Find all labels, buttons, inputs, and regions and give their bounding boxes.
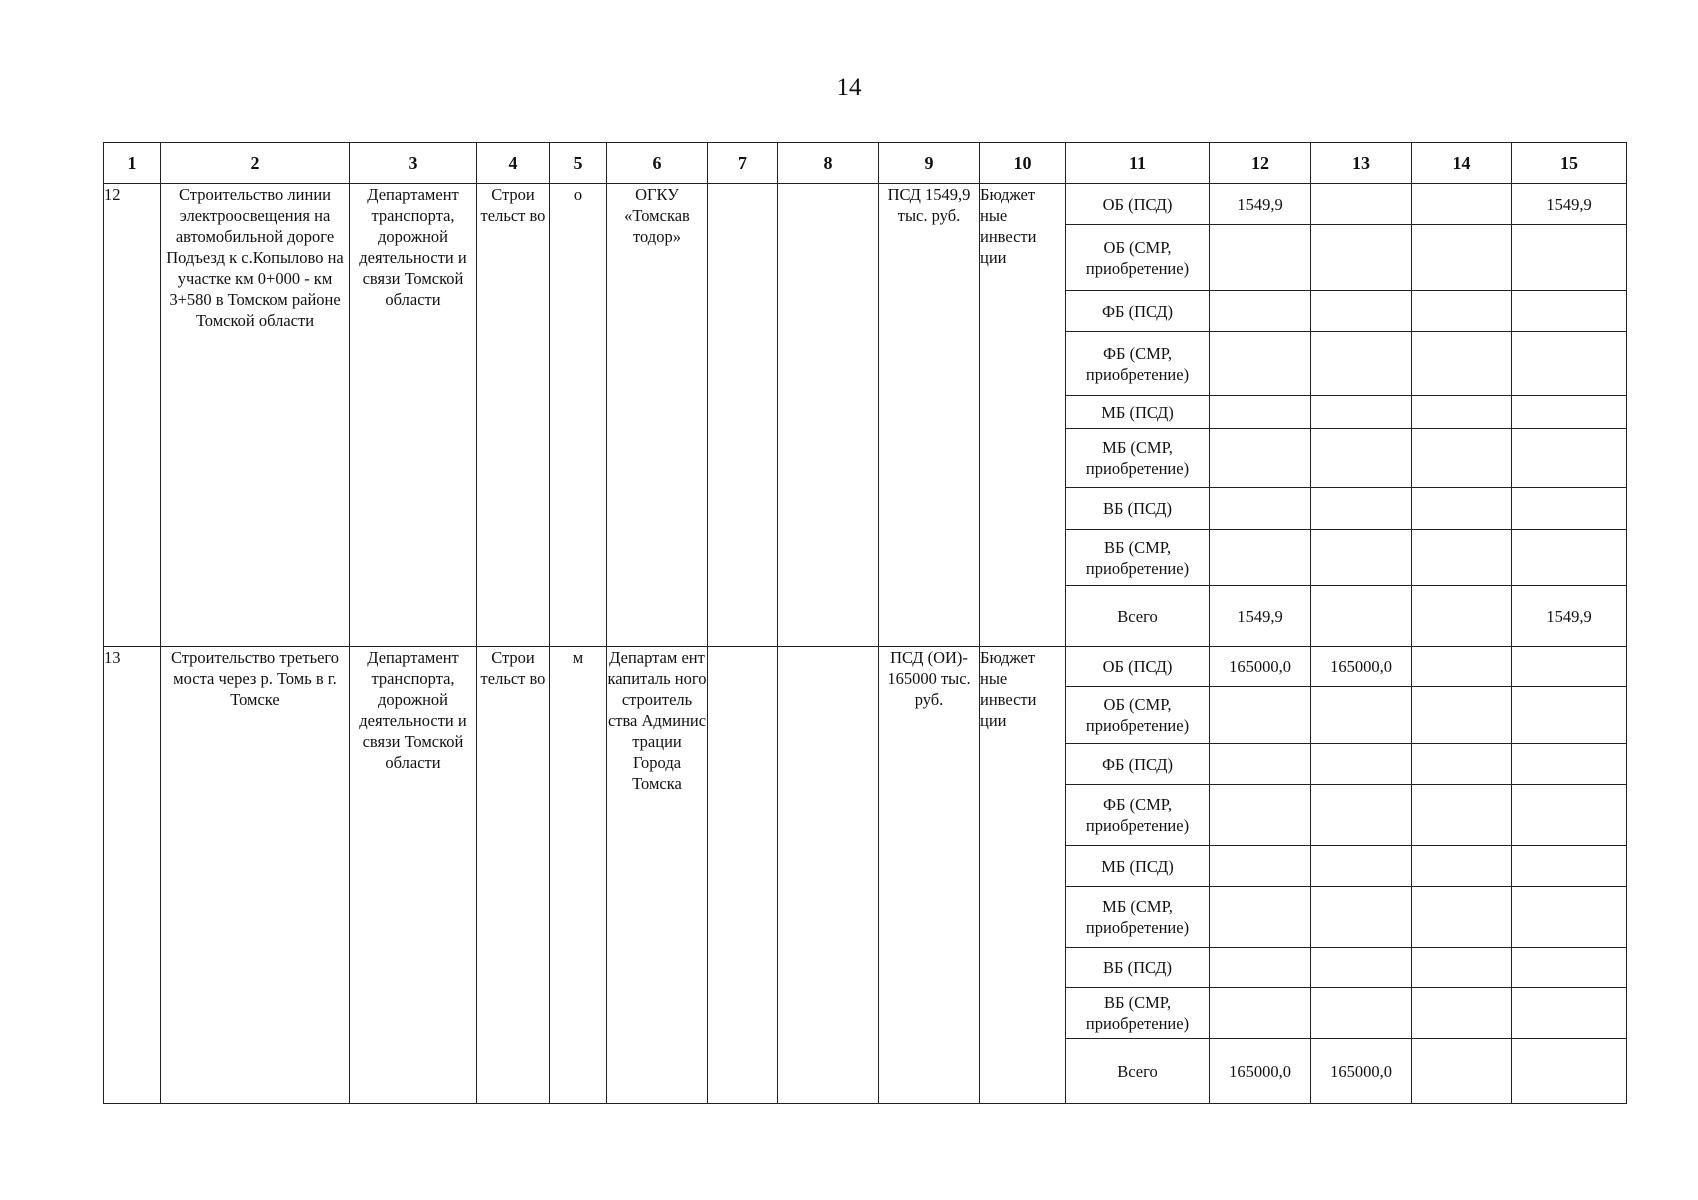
value-cell: 165000,0 [1210, 1039, 1311, 1104]
value-cell [1512, 785, 1627, 846]
value-cell [1412, 184, 1512, 225]
source-label: МБ (СМР, приобретение) [1066, 887, 1210, 948]
value-cell: 1549,9 [1512, 184, 1627, 225]
funding-form: Бюджет ные инвести ции [980, 647, 1066, 1104]
source-label: МБ (ПСД) [1066, 846, 1210, 887]
value-cell [1311, 586, 1412, 647]
value-cell [1210, 530, 1311, 586]
value-cell [1210, 948, 1311, 988]
value-cell [1412, 396, 1512, 429]
record-13 [104, 647, 1627, 1104]
source-label: ФБ (СМР, приобретение) [1066, 785, 1210, 846]
object-name: Строительство линии электроосвещения на автомобильной дороге Подъезд к с.Копылово на участке км 0+000 - км 3+580 в Томском районе Томской области [161, 184, 350, 647]
value-cell [1311, 332, 1412, 396]
source-label: ОБ (СМР, приобретение) [1066, 687, 1210, 744]
value-cell [1512, 530, 1627, 586]
value-cell [1412, 948, 1512, 988]
header-cell: 9 [879, 143, 980, 184]
source-label: ВБ (СМР, приобретение) [1066, 988, 1210, 1039]
source-label: ОБ (ПСД) [1066, 647, 1210, 687]
col8-value [778, 184, 879, 647]
header-cell: 1 [104, 143, 161, 184]
value-cell [1210, 744, 1311, 785]
object-name: Строительство третьего моста через р. Томь в г. Томске [161, 647, 350, 1104]
col5-value: о [550, 184, 607, 647]
header-cell: 15 [1512, 143, 1627, 184]
source-label: Всего [1066, 1039, 1210, 1104]
customer: ОГКУ «Томскав тодор» [607, 184, 708, 647]
col7-value [708, 184, 778, 647]
value-cell [1512, 429, 1627, 488]
value-cell [1412, 647, 1512, 687]
value-cell [1512, 291, 1627, 332]
value-cell [1412, 488, 1512, 530]
header-cell: 3 [350, 143, 477, 184]
value-cell [1210, 846, 1311, 887]
value-cell: 165000,0 [1210, 647, 1311, 687]
value-cell [1512, 687, 1627, 744]
header-row [104, 143, 1627, 184]
value-cell: 1549,9 [1512, 586, 1627, 647]
value-cell [1311, 846, 1412, 887]
value-cell [1512, 396, 1627, 429]
source-label: ФБ (СМР, приобретение) [1066, 332, 1210, 396]
header-cell: 11 [1066, 143, 1210, 184]
value-cell [1210, 687, 1311, 744]
page-number: 14 [836, 74, 862, 101]
investment-table [103, 142, 1627, 1104]
value-cell: 165000,0 [1311, 1039, 1412, 1104]
work-type: Строи тельст во [477, 184, 550, 647]
header-cell: 5 [550, 143, 607, 184]
value-cell [1512, 846, 1627, 887]
value-cell [1412, 744, 1512, 785]
value-cell [1210, 988, 1311, 1039]
psd-cost: ПСД (ОИ)- 165000 тыс. руб. [879, 647, 980, 1104]
value-cell [1311, 948, 1412, 988]
value-cell [1311, 785, 1412, 846]
value-cell [1311, 291, 1412, 332]
value-cell [1412, 530, 1512, 586]
value-cell [1311, 530, 1412, 586]
value-cell: 1549,9 [1210, 586, 1311, 647]
header-cell: 6 [607, 143, 708, 184]
value-cell [1512, 225, 1627, 291]
row-number: 13 [104, 647, 161, 1104]
value-cell [1412, 988, 1512, 1039]
header-cell: 14 [1412, 143, 1512, 184]
value-cell [1412, 586, 1512, 647]
source-label: ФБ (ПСД) [1066, 291, 1210, 332]
value-cell [1210, 429, 1311, 488]
value-cell [1412, 887, 1512, 948]
value-cell [1412, 291, 1512, 332]
col7-value [708, 647, 778, 1104]
value-cell [1512, 948, 1627, 988]
value-cell [1311, 687, 1412, 744]
value-cell [1210, 332, 1311, 396]
value-cell [1512, 1039, 1627, 1104]
value-cell [1412, 687, 1512, 744]
source-label: ВБ (ПСД) [1066, 488, 1210, 530]
source-label: ВБ (СМР, приобретение) [1066, 530, 1210, 586]
value-cell [1512, 988, 1627, 1039]
col8-value [778, 647, 879, 1104]
customer: Департам ент капиталь ного строитель ства Админис трации Города Томска [607, 647, 708, 1104]
header-cell: 12 [1210, 143, 1311, 184]
header-cell: 8 [778, 143, 879, 184]
value-cell [1412, 785, 1512, 846]
value-cell [1210, 887, 1311, 948]
value-cell [1210, 396, 1311, 429]
source-label: Всего [1066, 586, 1210, 647]
header-cell: 4 [477, 143, 550, 184]
value-cell [1512, 887, 1627, 948]
value-cell [1311, 887, 1412, 948]
source-label: МБ (ПСД) [1066, 396, 1210, 429]
row-number: 12 [104, 184, 161, 647]
funding-form: Бюджет ные инвести ции [980, 184, 1066, 647]
value-cell [1311, 744, 1412, 785]
value-cell [1210, 225, 1311, 291]
header-cell: 10 [980, 143, 1066, 184]
value-cell [1311, 488, 1412, 530]
value-cell [1412, 225, 1512, 291]
table-row [104, 184, 1627, 225]
table-row [104, 647, 1627, 687]
value-cell: 1549,9 [1210, 184, 1311, 225]
value-cell [1311, 988, 1412, 1039]
value-cell [1512, 744, 1627, 785]
value-cell [1412, 429, 1512, 488]
source-label: МБ (СМР, приобретение) [1066, 429, 1210, 488]
value-cell [1311, 396, 1412, 429]
psd-cost: ПСД 1549,9 тыс. руб. [879, 184, 980, 647]
value-cell [1512, 647, 1627, 687]
source-label: ОБ (СМР, приобретение) [1066, 225, 1210, 291]
department: Департамент транспорта, дорожной деятельности и связи Томской области [350, 647, 477, 1104]
col5-value: м [550, 647, 607, 1104]
value-cell [1210, 488, 1311, 530]
header-cell: 2 [161, 143, 350, 184]
value-cell [1311, 429, 1412, 488]
header-cell: 13 [1311, 143, 1412, 184]
value-cell [1412, 846, 1512, 887]
value-cell [1210, 291, 1311, 332]
header-cell: 7 [708, 143, 778, 184]
source-label: ОБ (ПСД) [1066, 184, 1210, 225]
value-cell [1311, 225, 1412, 291]
work-type: Строи тельст во [477, 647, 550, 1104]
value-cell [1210, 785, 1311, 846]
value-cell [1512, 488, 1627, 530]
source-label: ФБ (ПСД) [1066, 744, 1210, 785]
department: Департамент транспорта, дорожной деятельности и связи Томской области [350, 184, 477, 647]
value-cell [1311, 184, 1412, 225]
value-cell [1412, 1039, 1512, 1104]
value-cell [1512, 332, 1627, 396]
record-12 [104, 184, 1627, 647]
source-label: ВБ (ПСД) [1066, 948, 1210, 988]
value-cell [1412, 332, 1512, 396]
value-cell: 165000,0 [1311, 647, 1412, 687]
